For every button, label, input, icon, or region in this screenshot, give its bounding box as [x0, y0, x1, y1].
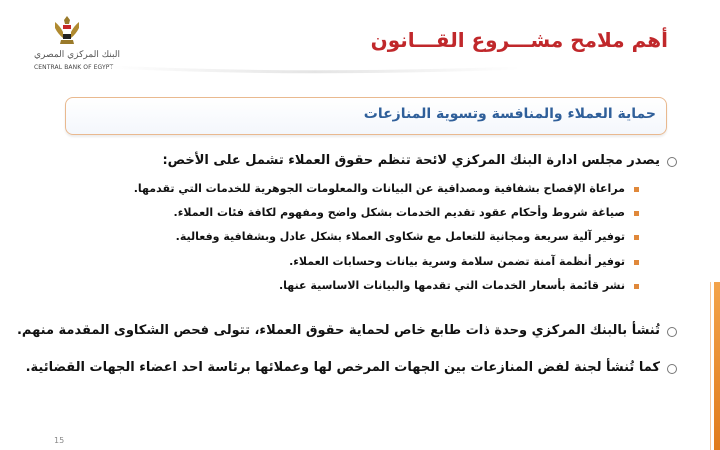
sub-point	[134, 182, 625, 195]
main-point-text: يصدر مجلس ادارة البنك المركزي لائحة تنظم حقوق العملاء تشمل على الأخص:	[162, 153, 660, 168]
sub-point	[279, 279, 625, 292]
sub-point	[289, 255, 625, 268]
square-bullet-icon	[634, 235, 639, 240]
section-title: حماية العملاء والمنافسة وتسوية المنازعات	[363, 106, 656, 122]
square-bullet-icon	[634, 187, 639, 192]
logo-arabic-name: البنك المركزي المصري	[34, 50, 120, 60]
page-number: 15	[54, 436, 65, 445]
sub-point-text: مراعاة الإفصاح بشفافية ومصداقية عن البيانات والمعلومات الجوهرية للخدمات التي تقدمها.	[133, 182, 625, 195]
ring-bullet-icon	[667, 157, 677, 167]
ring-bullet-icon	[667, 364, 677, 374]
logo-english-name: CENTRAL BANK OF EGYPT	[34, 64, 114, 71]
square-bullet-icon	[634, 260, 639, 265]
main-point-text: كما تُنشأ لجنة لفض المنازعات بين الجهات المرخص لها وعملائها برئاسة احد اعضاء الجهات القضائية.	[25, 360, 660, 375]
sub-point-text: توفير أنظمة آمنة تضمن سلامة وسرية بيانات وحسابات العملاء.	[289, 255, 625, 268]
sub-point-text: توفير آلية سريعة ومجانية للتعامل مع شكاوى العملاء بشكل عادل وبشفافية وفعالية.	[175, 230, 625, 243]
sub-point	[176, 230, 625, 243]
main-point-text: تُنشأ بالبنك المركزي وحدة ذات طابع خاص لحماية حقوق العملاء، تتولى فحص الشكاوى المقدمة منهم.	[16, 323, 660, 338]
sub-point-text: نشر قائمة بأسعار الخدمات التي تقدمها والبيانات الاساسية عنها.	[279, 279, 625, 292]
main-point	[26, 360, 660, 375]
sub-point	[174, 206, 625, 219]
main-point	[162, 153, 660, 168]
main-point	[17, 323, 660, 338]
square-bullet-icon	[634, 284, 639, 289]
slide-title: أهم ملامح مشـــروع القـــانون	[370, 28, 668, 52]
ring-bullet-icon	[667, 327, 677, 337]
sub-point-text: صياغة شروط وأحكام عقود تقديم الخدمات بشكل واضح ومفهوم لكافة فئات العملاء.	[173, 206, 625, 219]
square-bullet-icon	[634, 211, 639, 216]
